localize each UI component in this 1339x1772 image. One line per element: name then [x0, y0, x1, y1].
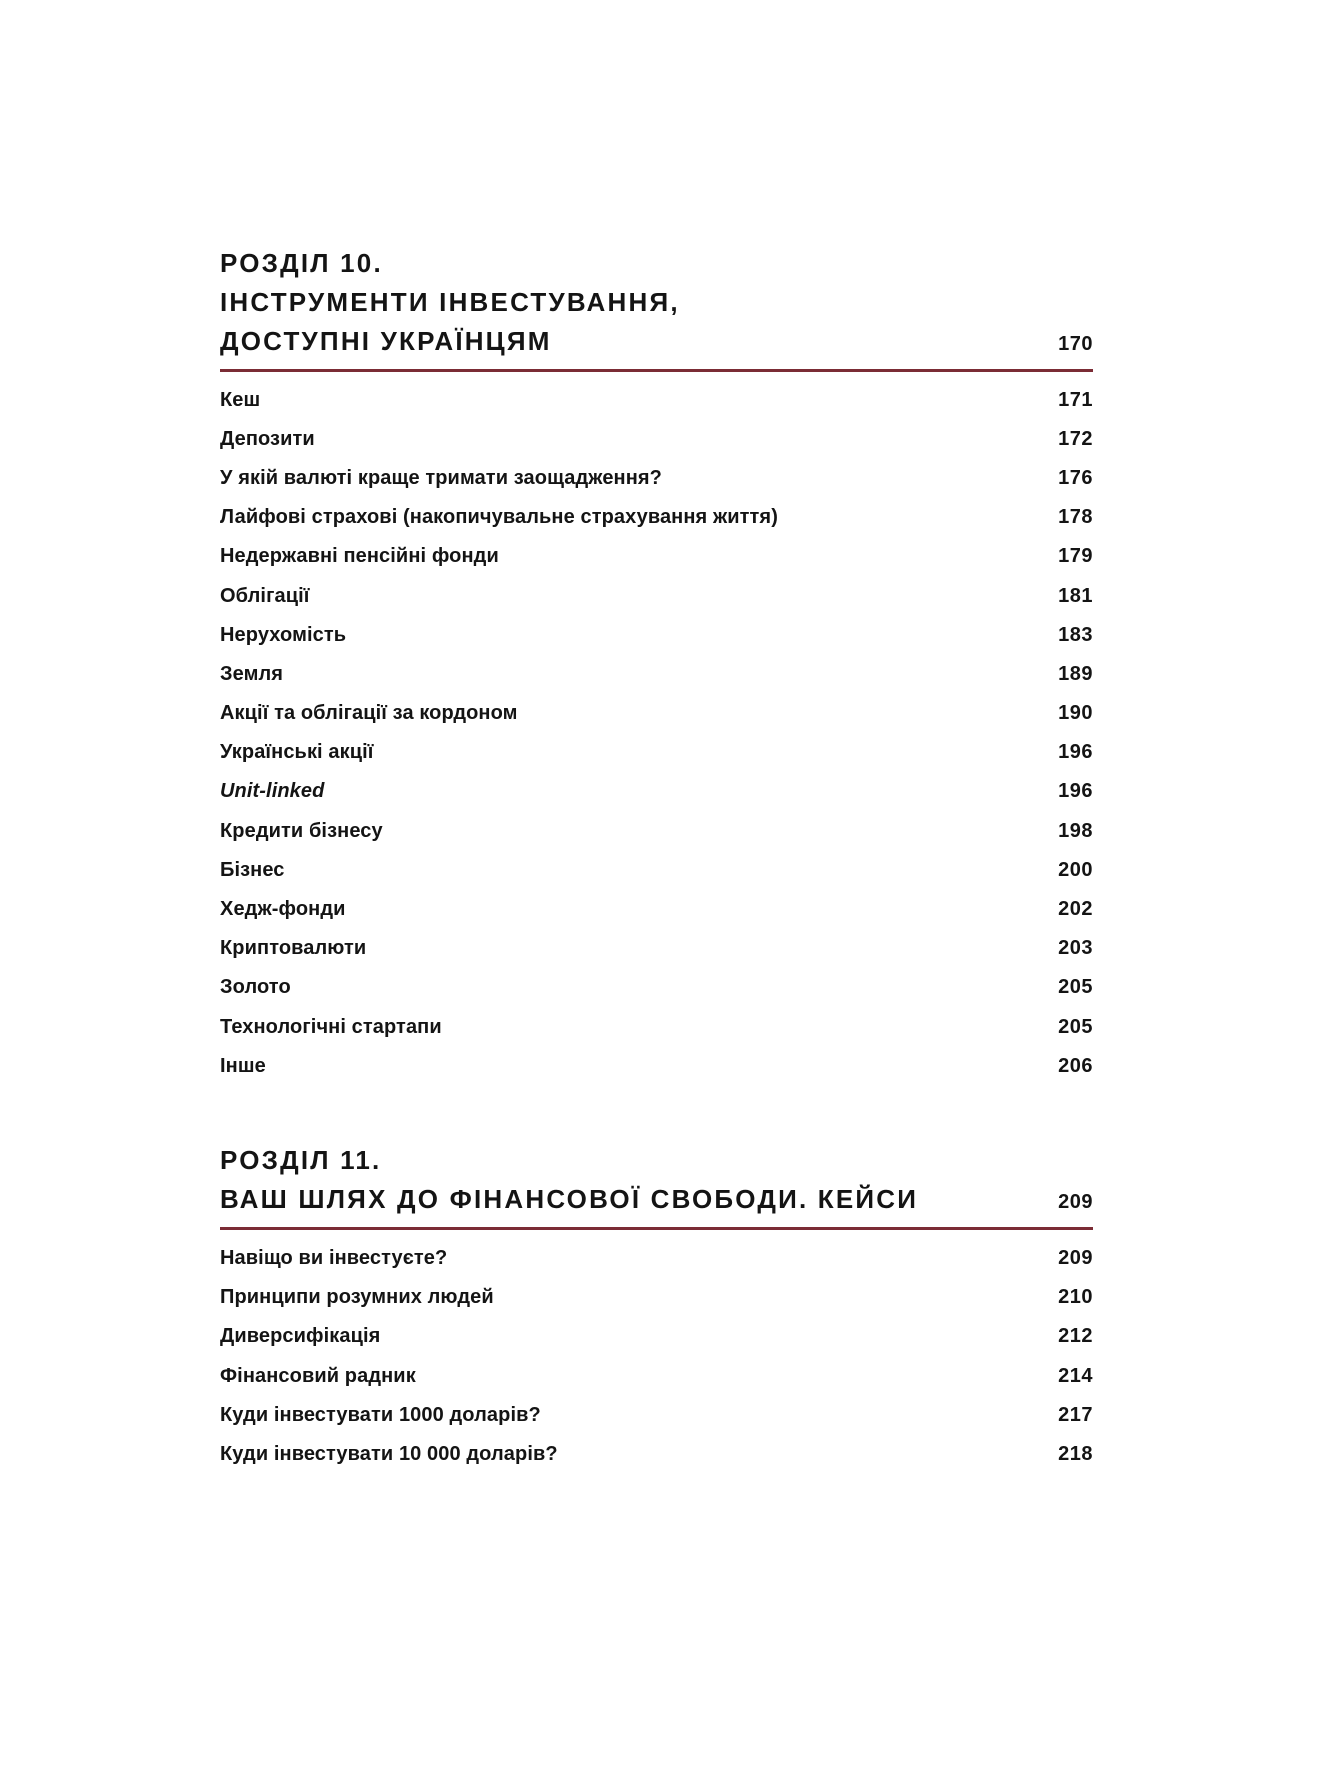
toc-entry-page-number: 206	[1058, 1054, 1093, 1077]
toc-entry-page-number: 218	[1058, 1442, 1093, 1465]
toc-entry-row	[220, 380, 1093, 419]
toc-entry-row	[220, 615, 1093, 654]
toc-entry-page-number: 190	[1058, 702, 1093, 725]
toc-entry-page-number: 178	[1058, 506, 1093, 529]
toc-entry-row	[220, 929, 1093, 968]
toc-entry-row	[220, 498, 1093, 537]
toc-entry-label: Фінансовий радник	[220, 1364, 416, 1387]
chapter-title-line: ДОСТУПНІ УКРАЇНЦЯМ	[220, 326, 552, 356]
toc-entry-page-number: 212	[1058, 1325, 1093, 1348]
toc-section-chapter-11	[220, 1141, 1093, 1473]
toc-entry-row	[220, 1007, 1093, 1046]
toc-entry-row	[220, 733, 1093, 772]
toc-entry-label: Земля	[220, 662, 284, 685]
toc-entry-label: Лайфові страхові (накопичувальне страхування життя)	[220, 506, 778, 529]
toc-entry-label: Кредити бізнесу	[220, 819, 383, 842]
toc-entry-row	[220, 968, 1093, 1007]
chapter-title-line: ІНСТРУМЕНТИ ІНВЕСТУВАННЯ,	[220, 287, 680, 317]
toc-entry-page-number: 214	[1058, 1364, 1093, 1387]
toc-entry-label: Недержавні пенсійні фонди	[220, 545, 499, 568]
toc-entry-page-number: 171	[1058, 388, 1093, 411]
toc-section-chapter-10	[220, 244, 1093, 1085]
toc-entry-page-number: 196	[1058, 780, 1093, 803]
toc-entry-row	[220, 889, 1093, 928]
toc-entry-row	[220, 419, 1093, 458]
toc-entry-row	[220, 772, 1093, 811]
toc-entry-page-number: 183	[1058, 623, 1093, 646]
toc-entry-page-number: 202	[1058, 898, 1093, 921]
toc-entry-page-number: 200	[1058, 858, 1093, 881]
toc-entry-label: Акції та облігації за кордоном	[220, 702, 518, 725]
chapter-title-row	[220, 322, 1093, 361]
toc-entry-row	[220, 458, 1093, 497]
toc-entry-label: Бізнес	[220, 858, 285, 881]
toc-entry-page-number: 181	[1058, 584, 1093, 607]
toc-entry-label: Золото	[220, 976, 291, 999]
toc-entry-page-number: 179	[1058, 545, 1093, 568]
toc-entry-label: Куди інвестувати 1000 доларів?	[220, 1403, 541, 1426]
toc-entry-row	[220, 1046, 1093, 1085]
toc-entry-label: Інше	[220, 1054, 266, 1077]
toc-entry-row	[220, 537, 1093, 576]
toc-entry-label: Принципи розумних людей	[220, 1286, 494, 1309]
toc-entry-row	[220, 1356, 1093, 1395]
toc-entry-page-number: 217	[1058, 1403, 1093, 1426]
chapter-title-line: ВАШ ШЛЯХ ДО ФІНАНСОВОЇ СВОБОДИ. КЕЙСИ	[220, 1184, 919, 1215]
toc-entry-label: Куди інвестувати 10 000 доларів?	[220, 1442, 558, 1465]
chapter-page-number: 170	[1058, 333, 1093, 355]
chapter-heading-block	[220, 1141, 1093, 1230]
toc-entry-label: Облігації	[220, 584, 310, 607]
chapter-title-row	[220, 1180, 1093, 1219]
toc-content	[220, 0, 1093, 1474]
toc-entry-label: Нерухомість	[220, 623, 347, 646]
toc-entry-row	[220, 811, 1093, 850]
toc-entry-row	[220, 654, 1093, 693]
toc-entry-label: Технологічні стартапи	[220, 1015, 442, 1038]
toc-entry-row	[220, 850, 1093, 889]
toc-entry-page-number: 210	[1058, 1286, 1093, 1309]
toc-entry-row	[220, 576, 1093, 615]
toc-entry-row	[220, 1278, 1093, 1317]
toc-entry-row	[220, 1395, 1093, 1434]
toc-items	[220, 372, 1093, 1085]
toc-entry-page-number: 209	[1058, 1246, 1093, 1269]
toc-entry-row	[220, 694, 1093, 733]
toc-entry-label: Криптовалюти	[220, 937, 367, 960]
chapter-label: РОЗДІЛ 11.	[220, 1145, 382, 1176]
toc-items	[220, 1230, 1093, 1473]
toc-entry-page-number: 196	[1058, 741, 1093, 764]
toc-entry-label: Хедж-фонди	[220, 898, 346, 921]
toc-entry-page-number: 205	[1058, 1015, 1093, 1038]
toc-entry-label: Диверсифікація	[220, 1325, 381, 1348]
toc-entry-label: У якій валюті краще тримати заощадження?	[220, 466, 662, 489]
toc-entry-page-number: 198	[1058, 819, 1093, 842]
toc-entry-row	[220, 1317, 1093, 1356]
toc-entry-row	[220, 1238, 1093, 1277]
toc-entry-page-number: 189	[1058, 662, 1093, 685]
toc-entry-page-number: 203	[1058, 937, 1093, 960]
toc-entry-label: Навіщо ви інвестуєте?	[220, 1246, 448, 1269]
chapter-label: РОЗДІЛ 10.	[220, 248, 383, 278]
toc-entry-label: Кеш	[220, 388, 261, 411]
toc-entry-page-number: 172	[1058, 427, 1093, 450]
toc-entry-label: Українські акції	[220, 741, 374, 764]
toc-entry-page-number: 176	[1058, 466, 1093, 489]
chapter-heading-block	[220, 244, 1093, 372]
toc-entry-label: Депозити	[220, 427, 315, 450]
toc-entry-row	[220, 1434, 1093, 1473]
toc-entry-page-number: 205	[1058, 976, 1093, 999]
chapter-page-number: 209	[1058, 1191, 1093, 1214]
toc-entry-label: Unit-linked	[220, 780, 325, 803]
